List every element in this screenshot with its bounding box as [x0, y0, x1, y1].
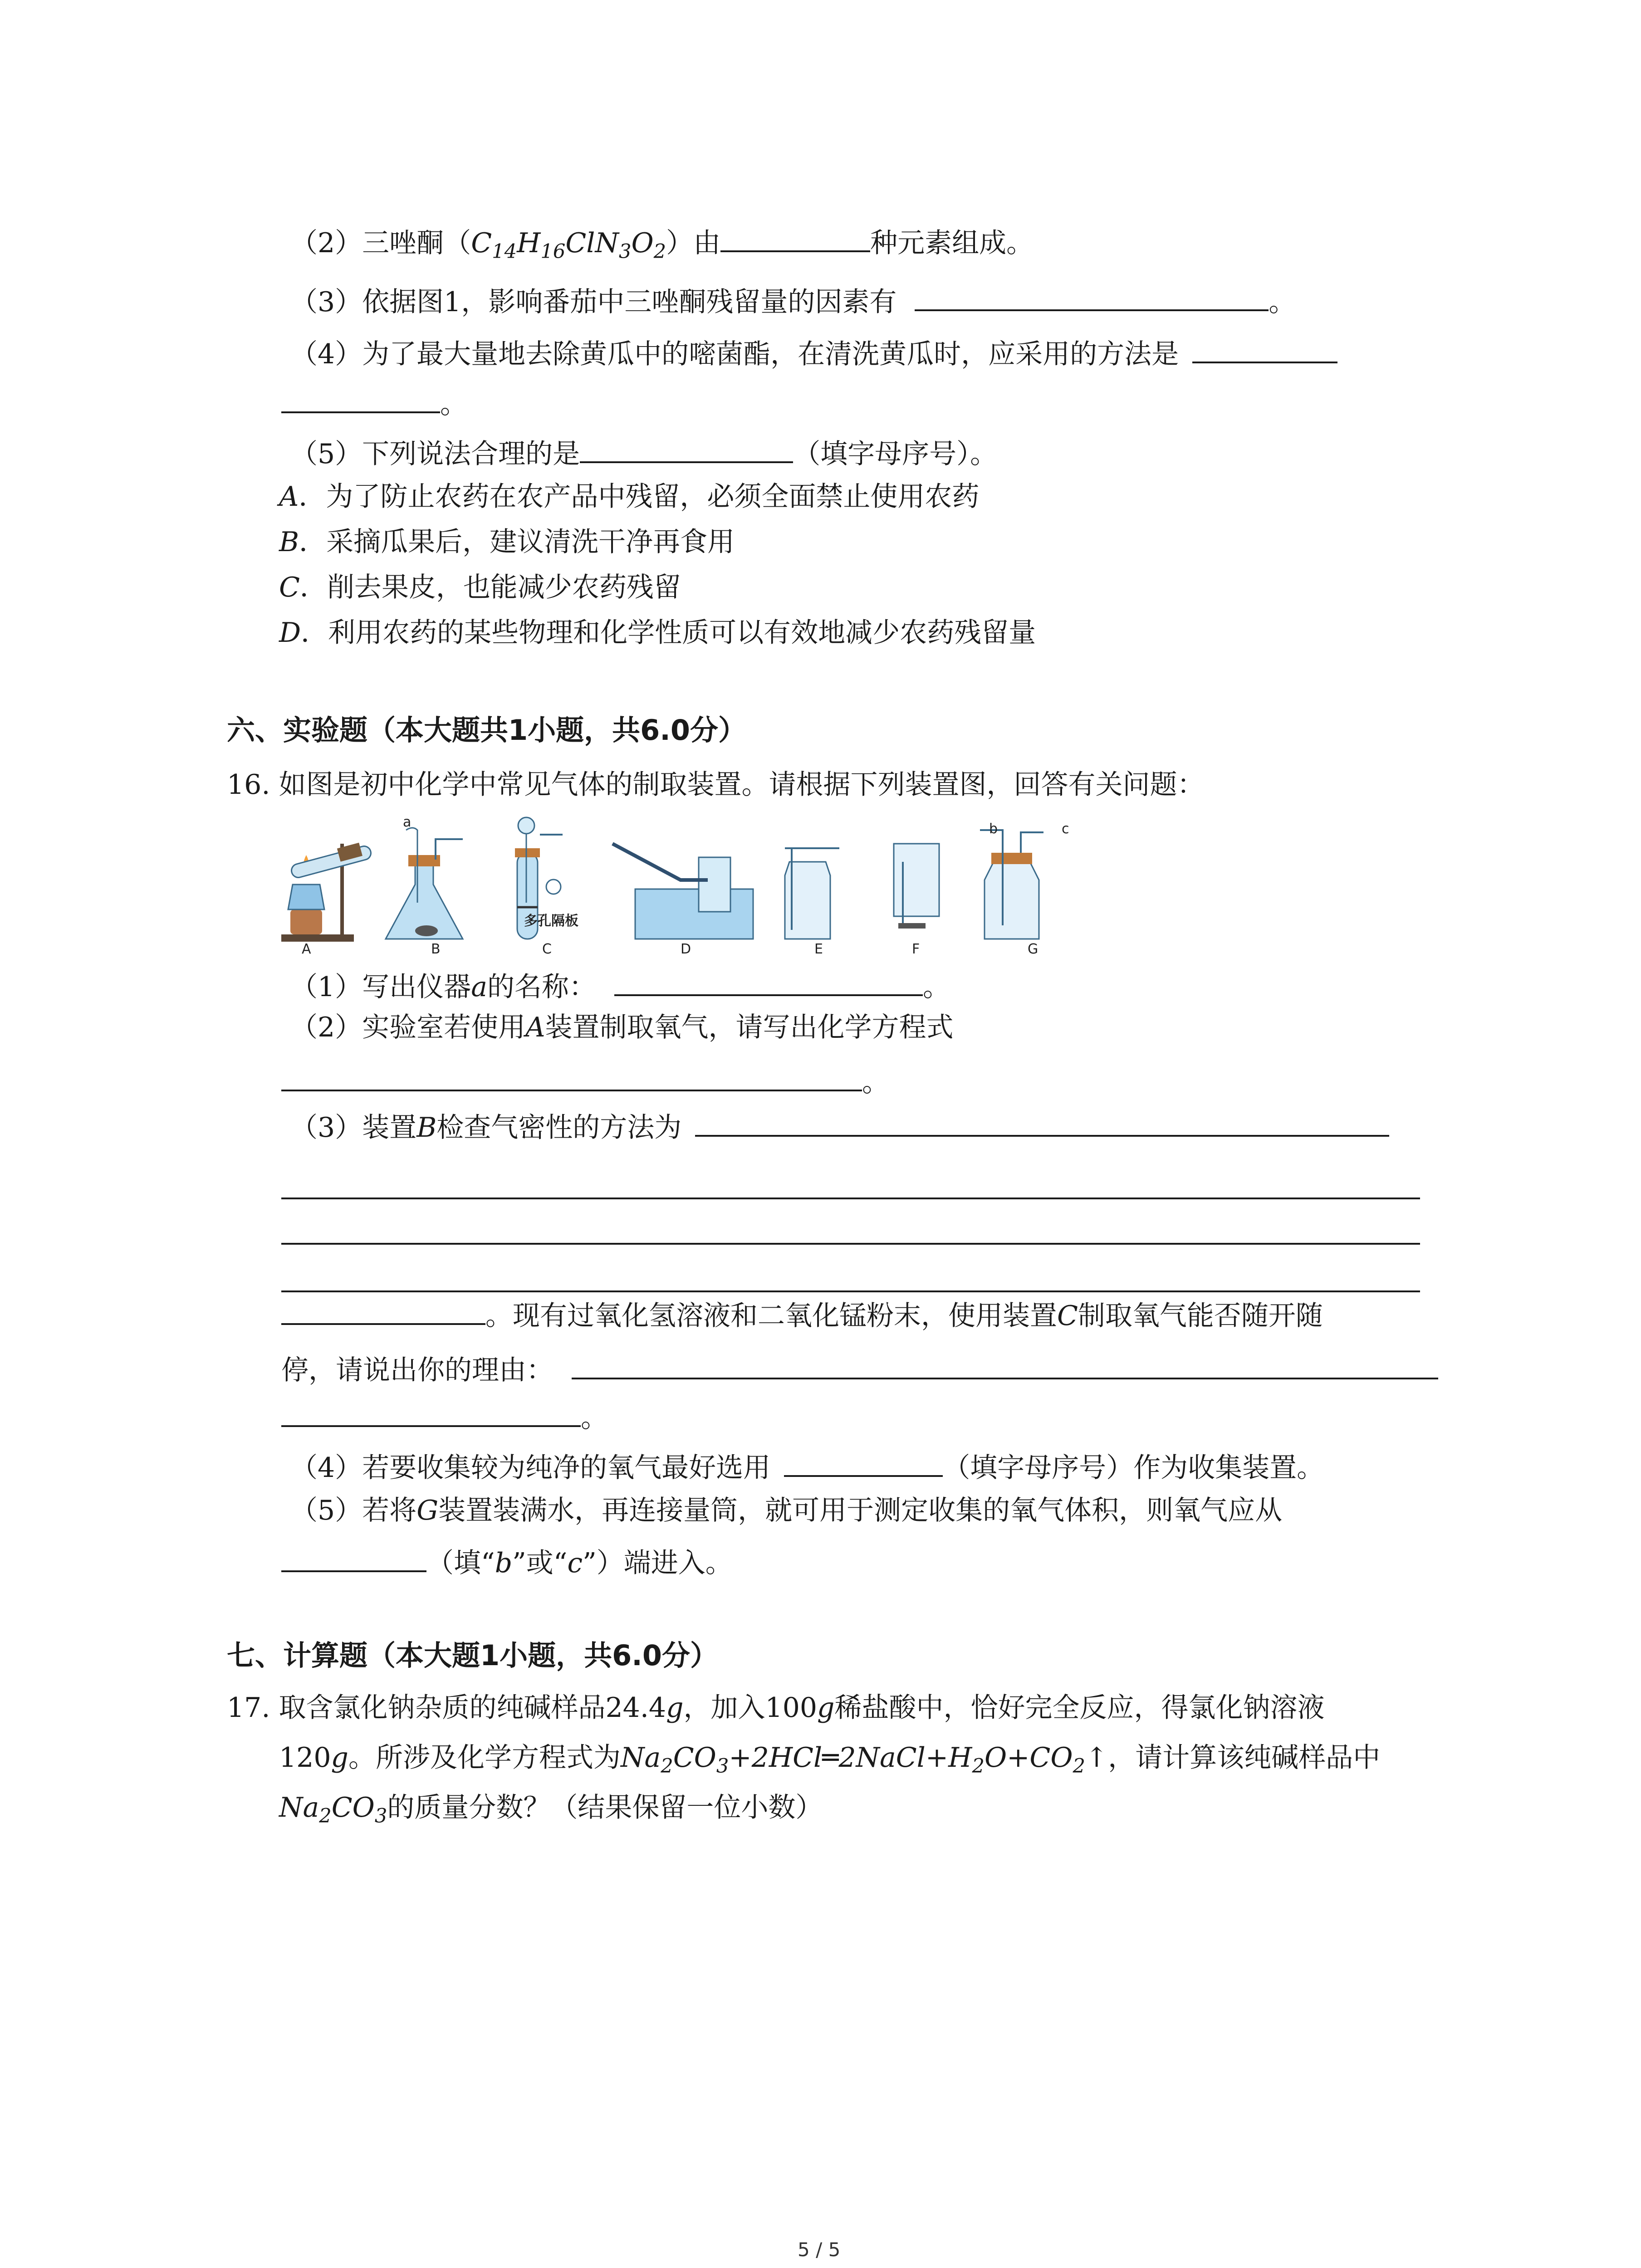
- marker-c: c: [1062, 821, 1069, 837]
- q17-line3: $Na_2CO_3$的质量分数？（结果保留一位小数）: [279, 1792, 823, 1828]
- answer-blank[interactable]: [281, 1542, 426, 1572]
- q16-part2-cont: 。: [281, 1061, 889, 1100]
- answer-line[interactable]: [281, 1243, 1420, 1245]
- q17-line1: 17. 取含氯化钠杂质的纯碱样品24.4g，加入100g稀盐酸中，恰好完全反应，得氯化钠溶液: [227, 1692, 1325, 1724]
- q16-part5: （5）若将G装置装满水，再连接量筒，就可用于测定收集的氧气体积，则氧气应从: [290, 1495, 1283, 1526]
- q16-part2: （2）实验室若使用A装置制取氧气，请写出化学方程式: [290, 1012, 954, 1043]
- q15-part4: （4）为了最大量地去除黄瓜中的嘧菌酯，在清洗黄瓜时，应采用的方法是: [290, 333, 1337, 372]
- q16-part4: （4）若要收集较为纯净的氧气最好选用 （填字母序号）作为收集装置。: [290, 1447, 1324, 1486]
- answer-blank[interactable]: [720, 222, 870, 252]
- figure-label-e: E: [814, 941, 823, 957]
- q17-line2: 120g。所涉及化学方程式为$Na_2CO_3+2HCl═2NaCl+H_2O+CO_2↑$，请计算该纯碱样品中: [279, 1742, 1381, 1778]
- answer-blank[interactable]: [1192, 333, 1337, 363]
- q16-part1: （1）写出仪器a的名称： 。: [290, 966, 950, 1005]
- q16-part3: （3）装置B检查气密性的方法为: [290, 1107, 1389, 1146]
- marker-b: b: [989, 821, 998, 837]
- q15-part2: （2）三唑酮$(C_{14}H_{16}ClN_3O_2)$由 种元素组成。: [290, 222, 1034, 270]
- section-title: 六、实验题（本大题共1小题，共6.0分）: [227, 714, 746, 747]
- q16-part3-end: 。: [281, 1397, 608, 1436]
- q16-part5-cont: （填“b”或“c”）端进入。: [281, 1542, 733, 1581]
- answer-line[interactable]: [281, 1198, 1420, 1199]
- apparatus-b: [386, 828, 463, 939]
- marker-a: a: [403, 814, 411, 830]
- q15-part5: （5）下列说法合理的是 （填字母序号）。: [290, 433, 997, 472]
- answer-blank[interactable]: [281, 1061, 862, 1091]
- answer-line[interactable]: [281, 1290, 1420, 1292]
- answer-blank[interactable]: [695, 1107, 1389, 1137]
- answer-blank[interactable]: [915, 281, 1269, 311]
- apparatus-a: [281, 843, 372, 942]
- answer-blank[interactable]: [281, 1295, 485, 1325]
- section-title: 七、计算题（本大题1小题，共6.0分）: [227, 1639, 718, 1672]
- page-number: 5 / 5: [798, 2239, 841, 2261]
- option-c: C．削去果皮，也能减少农药残留: [279, 572, 681, 603]
- apparatus-f: [894, 844, 939, 929]
- q16-part3-reason: 停，请说出你的理由：: [281, 1349, 1438, 1388]
- q16-stem: 16. 如图是初中化学中常见气体的制取装置。请根据下列装置图，回答有关问题：: [227, 769, 1205, 801]
- figure-label-c: C: [542, 941, 552, 957]
- chemical-equation: $Na_2CO_3+2HCl═2NaCl+H_2O+CO_2↑$: [620, 1742, 1108, 1778]
- answer-blank[interactable]: [281, 383, 440, 413]
- answer-blank[interactable]: [281, 1397, 581, 1427]
- answer-blank[interactable]: [614, 966, 923, 996]
- apparatus-e: [785, 848, 839, 939]
- apparatus-d: [612, 844, 753, 939]
- figure-label-a: A: [302, 941, 311, 957]
- answer-blank[interactable]: [580, 433, 793, 463]
- option-d: D．利用农药的某些物理和化学性质可以有效地减少农药残留量: [279, 617, 1036, 649]
- figure-label-g: G: [1028, 941, 1038, 957]
- apparatus-g: [980, 830, 1043, 939]
- option-b: B．采摘瓜果后，建议清洗干净再食用: [279, 526, 735, 558]
- porous-plate-label: 多孔隔板: [524, 913, 578, 929]
- figure-label-d: D: [681, 941, 691, 957]
- answer-blank[interactable]: [784, 1447, 943, 1477]
- figure-label-f: F: [912, 941, 920, 957]
- figure-label-b: B: [431, 941, 441, 957]
- q15-part3: （3）依据图1，影响番茄中三唑酮残留量的因素有 。: [290, 281, 1296, 320]
- q15-part4-cont: 。: [281, 383, 467, 422]
- answer-blank[interactable]: [572, 1349, 1438, 1379]
- option-a: A．为了防止农药在农产品中残留，必须全面禁止使用农药: [279, 481, 980, 513]
- q16-part3-cont: 。现有过氧化氢溶液和二氧化锰粉末，使用装置C制取氧气能否随开随: [281, 1295, 1323, 1334]
